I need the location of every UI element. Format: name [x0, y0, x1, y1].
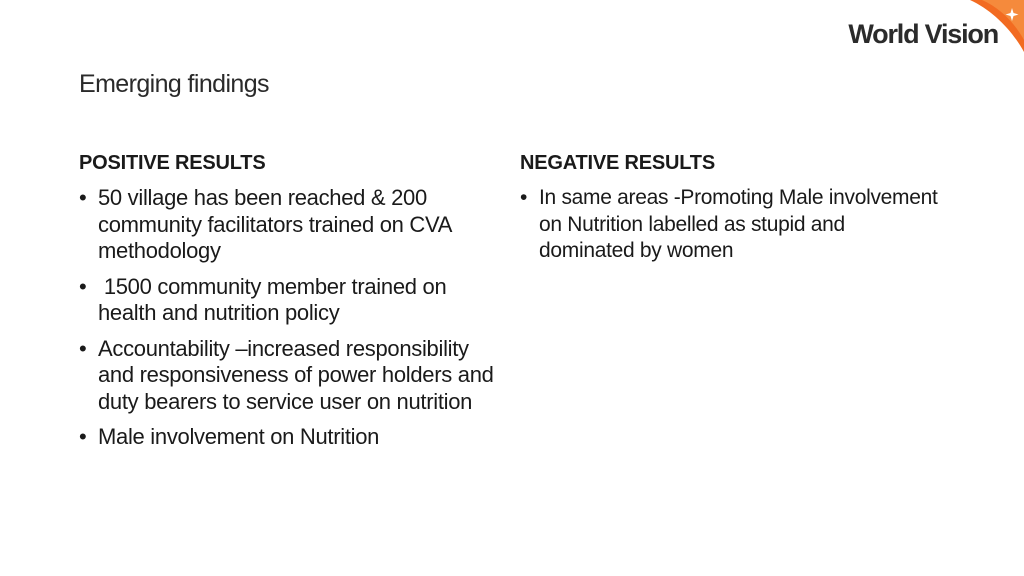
bullet-icon: • — [79, 424, 87, 449]
bullet-icon: • — [79, 185, 87, 210]
slide-title: Emerging findings — [79, 70, 269, 98]
bullet-icon: • — [79, 273, 87, 299]
list-item-text: Male involvement on Nutrition — [98, 424, 380, 449]
list-item-text: 1500 community member trained on health and nutrition policy — [98, 273, 453, 325]
list-item-text: 50 village has been reached & 200 community facilitators trained on CVA methodology — [98, 185, 451, 263]
negative-results-column — [520, 152, 940, 274]
list-item — [79, 274, 504, 327]
list-item-text: In same areas -Promoting Male involvement on Nutrition labelled as stupid and dominated by women — [539, 186, 938, 262]
list-item — [79, 424, 504, 451]
list-item — [79, 185, 504, 265]
positive-results-list — [79, 185, 504, 451]
world-vision-logo — [784, 0, 1024, 70]
negative-results-heading: NEGATIVE RESULTS — [520, 152, 715, 174]
negative-results-list — [520, 185, 940, 265]
positive-results-column — [79, 152, 504, 460]
list-item-text: Accountability –increased responsibility and responsiveness of power holders and duty bearers to service user on nutrition — [98, 335, 494, 414]
logo-wordmark: World Vision — [848, 19, 998, 49]
bullet-icon: • — [79, 335, 87, 361]
list-item — [79, 336, 504, 416]
bullet-icon: • — [520, 186, 528, 209]
positive-results-heading: POSITIVE RESULTS — [79, 152, 266, 174]
list-item — [520, 185, 940, 265]
